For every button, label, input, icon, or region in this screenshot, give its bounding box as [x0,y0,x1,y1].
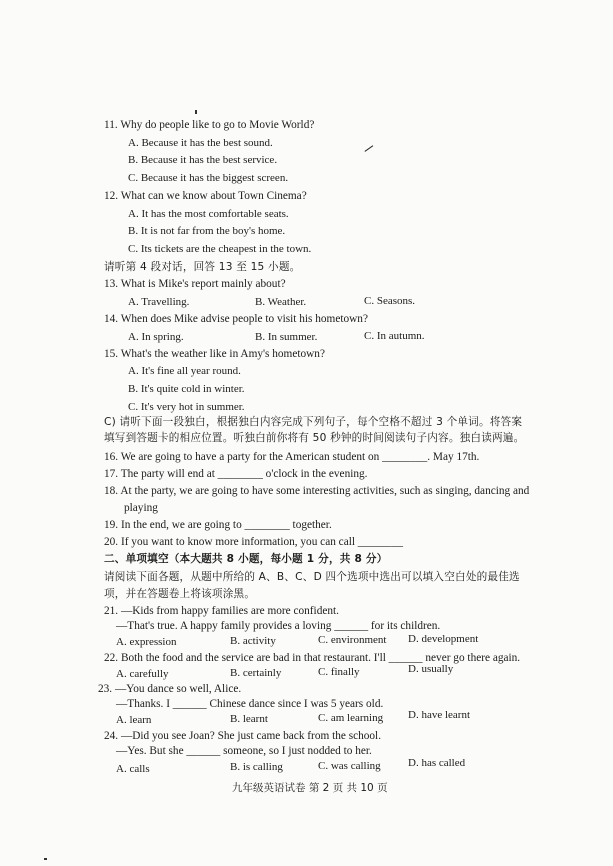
q24-option-c: C. was calling [318,760,381,772]
page-footer: 九年级英语试卷 第 2 页 共 10 页 [232,782,388,794]
q22-option-d: D. usually [408,663,454,675]
q12-option-c: C. Its tickets are the cheapest in the town. [128,243,312,255]
q11-option-c: C. Because it has the biggest screen. [128,172,289,184]
q11-option-b: B. Because it has the best service. [128,154,278,166]
q11-option-a: A. Because it has the best sound. [128,137,273,149]
section-c-instructions-line1: C) 请听下面一段独白，根据独白内容完成下列句子，每个空格不超过 3 个单词。将答案 [104,416,523,428]
part2-instructions-line2: 项，并在答题卷上将该项涂黑。 [104,588,256,600]
q14-stem: 14. When does Mike advise people to visit his hometown? [104,313,368,325]
q15-option-b: B. It's quite cold in winter. [128,383,245,395]
section-c-instructions-line2: 填写到答题卡的相应位置。听独白前你将有 50 秒钟的时间阅读句子内容。独白读两遍。 [104,432,525,444]
part2-heading: 二、单项填空（本大题共 8 小题，每小题 1 分，共 8 分） [104,553,388,565]
q23-line1: 23. —You dance so well, Alice. [98,683,242,695]
q14-option-b: B. In summer. [255,331,318,343]
q18-sentence-cont: playing [124,502,158,514]
q23-line2: —Thanks. I ______ Chinese dance since I was 5 years old. [116,698,384,710]
part2-instructions-line1: 请阅读下面各题，从题中所给的 A、B、C、D 四个选项中选出可以填入空白处的最佳选 [104,571,520,583]
q24-line1: 24. —Did you see Joan? She just came back from the school. [104,730,382,742]
scan-speck [195,110,197,114]
q24-option-d: D. has called [408,757,466,769]
q20-sentence: 20. If you want to know more information, you can call ________ [104,536,403,548]
q13-option-b: B. Weather. [255,296,307,308]
q24-option-a: A. calls [116,763,150,775]
q23-option-b: B. learnt [230,713,268,725]
q22-option-a: A. carefully [116,668,169,680]
scan-speck [44,858,47,860]
q22-option-c: C. finally [318,666,360,678]
q16-sentence: 16. We are going to have a party for the American student on ________. May 17th. [104,451,480,463]
q21-option-b: B. activity [230,635,276,647]
q23-option-a: A. learn [116,714,152,726]
q22-option-b: B. certainly [230,667,282,679]
q15-option-c: C. It's very hot in summer. [128,401,245,413]
q14-option-a: A. In spring. [128,331,184,343]
q13-stem: 13. What is Mike's report mainly about? [104,278,286,290]
q12-option-a: A. It has the most comfortable seats. [128,208,289,220]
q17-sentence: 17. The party will end at ________ o'clock in the evening. [104,468,368,480]
q24-option-b: B. is calling [230,761,283,773]
q18-sentence: 18. At the party, we are going to have some interesting activities, such as singing, dancing and [104,485,530,497]
q14-option-c: C. In autumn. [364,330,425,342]
q21-option-a: A. expression [116,636,177,648]
q12-option-b: B. It is not far from the boy's home. [128,225,286,237]
q21-line2: —That's true. A happy family provides a loving ______ for its children. [116,620,441,632]
q12-stem: 12. What can we know about Town Cinema? [104,190,307,202]
q22-line1: 22. Both the food and the service are bad in that restaurant. I'll ______ never go there again. [104,652,521,664]
q23-option-c: C. am learning [318,712,384,724]
q21-option-d: D. development [408,633,479,645]
pen-tick-mark [365,145,374,152]
q19-sentence: 19. In the end, we are going to ________ together. [104,519,332,531]
dialogue-4-intro: 请听第 4 段对话，回答 13 至 15 小题。 [104,261,301,273]
q11-stem: 11. Why do people like to go to Movie World? [104,119,315,131]
q24-line2: —Yes. But she ______ someone, so I just nodded to her. [116,745,372,757]
q21-line1: 21. —Kids from happy families are more confident. [104,605,339,617]
q15-option-a: A. It's fine all year round. [128,365,241,377]
q23-option-d: D. have learnt [408,709,470,721]
q13-option-c: C. Seasons. [364,295,416,307]
q15-stem: 15. What's the weather like in Amy's hometown? [104,348,325,360]
q13-option-a: A. Travelling. [128,296,190,308]
q21-option-c: C. environment [318,634,387,646]
